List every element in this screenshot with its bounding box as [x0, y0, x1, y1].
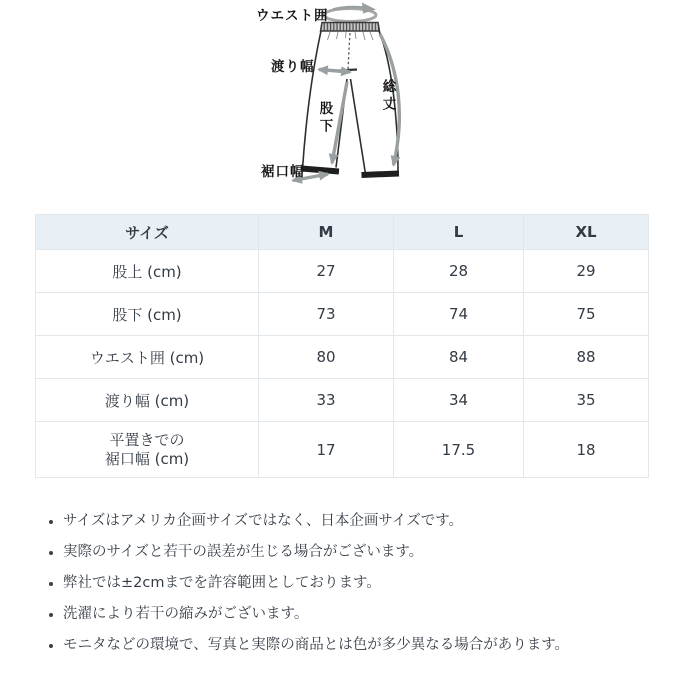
- note-item: [48, 636, 680, 655]
- bullet-icon: [49, 644, 53, 648]
- cell-value: 34: [394, 379, 524, 422]
- row-label-line2: 裾口幅 (cm): [104, 449, 190, 468]
- cell-value: 84: [394, 336, 524, 379]
- table-row-hem: [36, 422, 649, 478]
- cell-value: 80: [259, 336, 394, 379]
- inseam-arrow: [332, 82, 347, 163]
- size-xl-header: XL: [524, 215, 649, 250]
- waist-circumference-arrow: [324, 3, 376, 22]
- note-text: モニタなどの環境で、写真と実際の商品とは色が多少異なる場合があります。: [63, 637, 570, 653]
- note-text: 弊社では±2cmまでを許容範囲としております。: [63, 575, 381, 591]
- inseam-label: 股下: [316, 101, 333, 136]
- note-text: サイズはアメリカ企画サイズではなく、日本企画サイズです。: [63, 513, 464, 529]
- cell-value: 29: [524, 250, 649, 293]
- cell-value: 73: [259, 293, 394, 336]
- row-label: 股上 (cm): [36, 250, 259, 293]
- bullet-icon: [49, 582, 53, 586]
- row-label-line1: 平置きでの: [109, 430, 185, 449]
- cell-value: 27: [259, 250, 394, 293]
- table-row-rise: [36, 250, 649, 293]
- pants-waistband: [321, 23, 380, 41]
- cell-value: 17: [259, 422, 394, 478]
- table-row-inseam: [36, 293, 649, 336]
- cell-value: 75: [524, 293, 649, 336]
- cell-value: 17.5: [394, 422, 524, 478]
- note-item: [48, 512, 680, 531]
- note-item: [48, 605, 680, 624]
- row-label: 股下 (cm): [36, 293, 259, 336]
- size-table: [35, 214, 649, 478]
- bullet-icon: [49, 520, 53, 524]
- table-row-thigh: [36, 379, 649, 422]
- cell-value: 28: [394, 250, 524, 293]
- total-length-label: 総丈: [379, 79, 396, 114]
- cell-value: 35: [524, 379, 649, 422]
- note-item: [48, 543, 680, 562]
- hem-width-label: 裾口幅: [261, 164, 305, 180]
- pants-hem-bands: [302, 169, 400, 176]
- pants-center-seam: [339, 33, 357, 71]
- note-item: [48, 574, 680, 593]
- cell-value: 88: [524, 336, 649, 379]
- notes-list: [48, 512, 680, 655]
- size-column-header: サイズ: [36, 215, 259, 250]
- size-table-header-row: [36, 215, 649, 250]
- cell-value: 74: [394, 293, 524, 336]
- waist-circumference-label: ウエスト囲: [256, 8, 329, 24]
- row-label: ウエスト囲 (cm): [36, 336, 259, 379]
- bullet-icon: [49, 613, 53, 617]
- pants-measurement-diagram: [0, 0, 680, 200]
- size-l-header: L: [394, 215, 524, 250]
- note-text: 実際のサイズと若干の誤差が生じる場合がございます。: [63, 544, 424, 560]
- pants-illustration: [0, 0, 680, 200]
- row-label: [36, 422, 259, 478]
- note-text: 洗濯により若干の縮みがございます。: [63, 606, 309, 622]
- cell-value: 33: [259, 379, 394, 422]
- thigh-width-label: 渡り幅: [271, 59, 315, 75]
- table-row-waist: [36, 336, 649, 379]
- cell-value: 18: [524, 422, 649, 478]
- row-label: 渡り幅 (cm): [36, 379, 259, 422]
- bullet-icon: [49, 551, 53, 555]
- size-m-header: M: [259, 215, 394, 250]
